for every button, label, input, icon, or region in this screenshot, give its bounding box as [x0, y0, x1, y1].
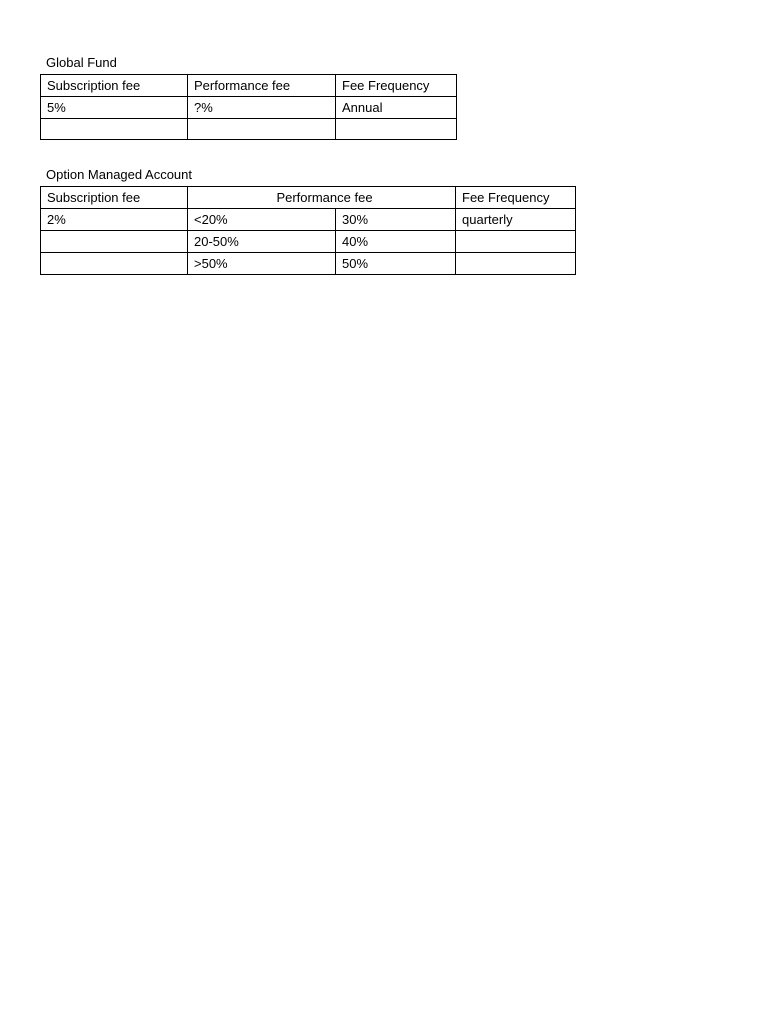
cell-subscription-fee: 5%	[41, 97, 188, 119]
table-header-row	[41, 187, 576, 209]
cell-fee-frequency	[336, 119, 457, 140]
global-fund-table	[40, 74, 457, 140]
cell-subscription-fee	[41, 231, 188, 253]
cell-performance-tier: 20-50%	[188, 231, 336, 253]
global-fund-title: Global Fund	[46, 55, 117, 70]
cell-performance-fee	[188, 119, 336, 140]
cell-subscription-fee	[41, 119, 188, 140]
table-row	[41, 231, 576, 253]
option-managed-account-title: Option Managed Account	[46, 167, 192, 182]
cell-fee-frequency: quarterly	[456, 209, 576, 231]
header-subscription-fee: Subscription fee	[41, 75, 188, 97]
cell-fee-frequency	[456, 253, 576, 275]
cell-subscription-fee	[41, 253, 188, 275]
header-fee-frequency: Fee Frequency	[336, 75, 457, 97]
cell-fee-frequency	[456, 231, 576, 253]
cell-performance-tier: >50%	[188, 253, 336, 275]
cell-performance-tier: <20%	[188, 209, 336, 231]
header-fee-frequency: Fee Frequency	[456, 187, 576, 209]
header-performance-fee: Performance fee	[188, 75, 336, 97]
cell-subscription-fee: 2%	[41, 209, 188, 231]
table-header-row	[41, 75, 457, 97]
table-row	[41, 119, 457, 140]
cell-performance-rate: 40%	[336, 231, 456, 253]
cell-performance-rate: 30%	[336, 209, 456, 231]
cell-performance-rate: 50%	[336, 253, 456, 275]
cell-performance-fee: ?%	[188, 97, 336, 119]
table-row	[41, 253, 576, 275]
table-row	[41, 209, 576, 231]
header-subscription-fee: Subscription fee	[41, 187, 188, 209]
table-row	[41, 97, 457, 119]
option-managed-account-table	[40, 186, 576, 275]
header-performance-fee: Performance fee	[188, 187, 456, 209]
cell-fee-frequency: Annual	[336, 97, 457, 119]
